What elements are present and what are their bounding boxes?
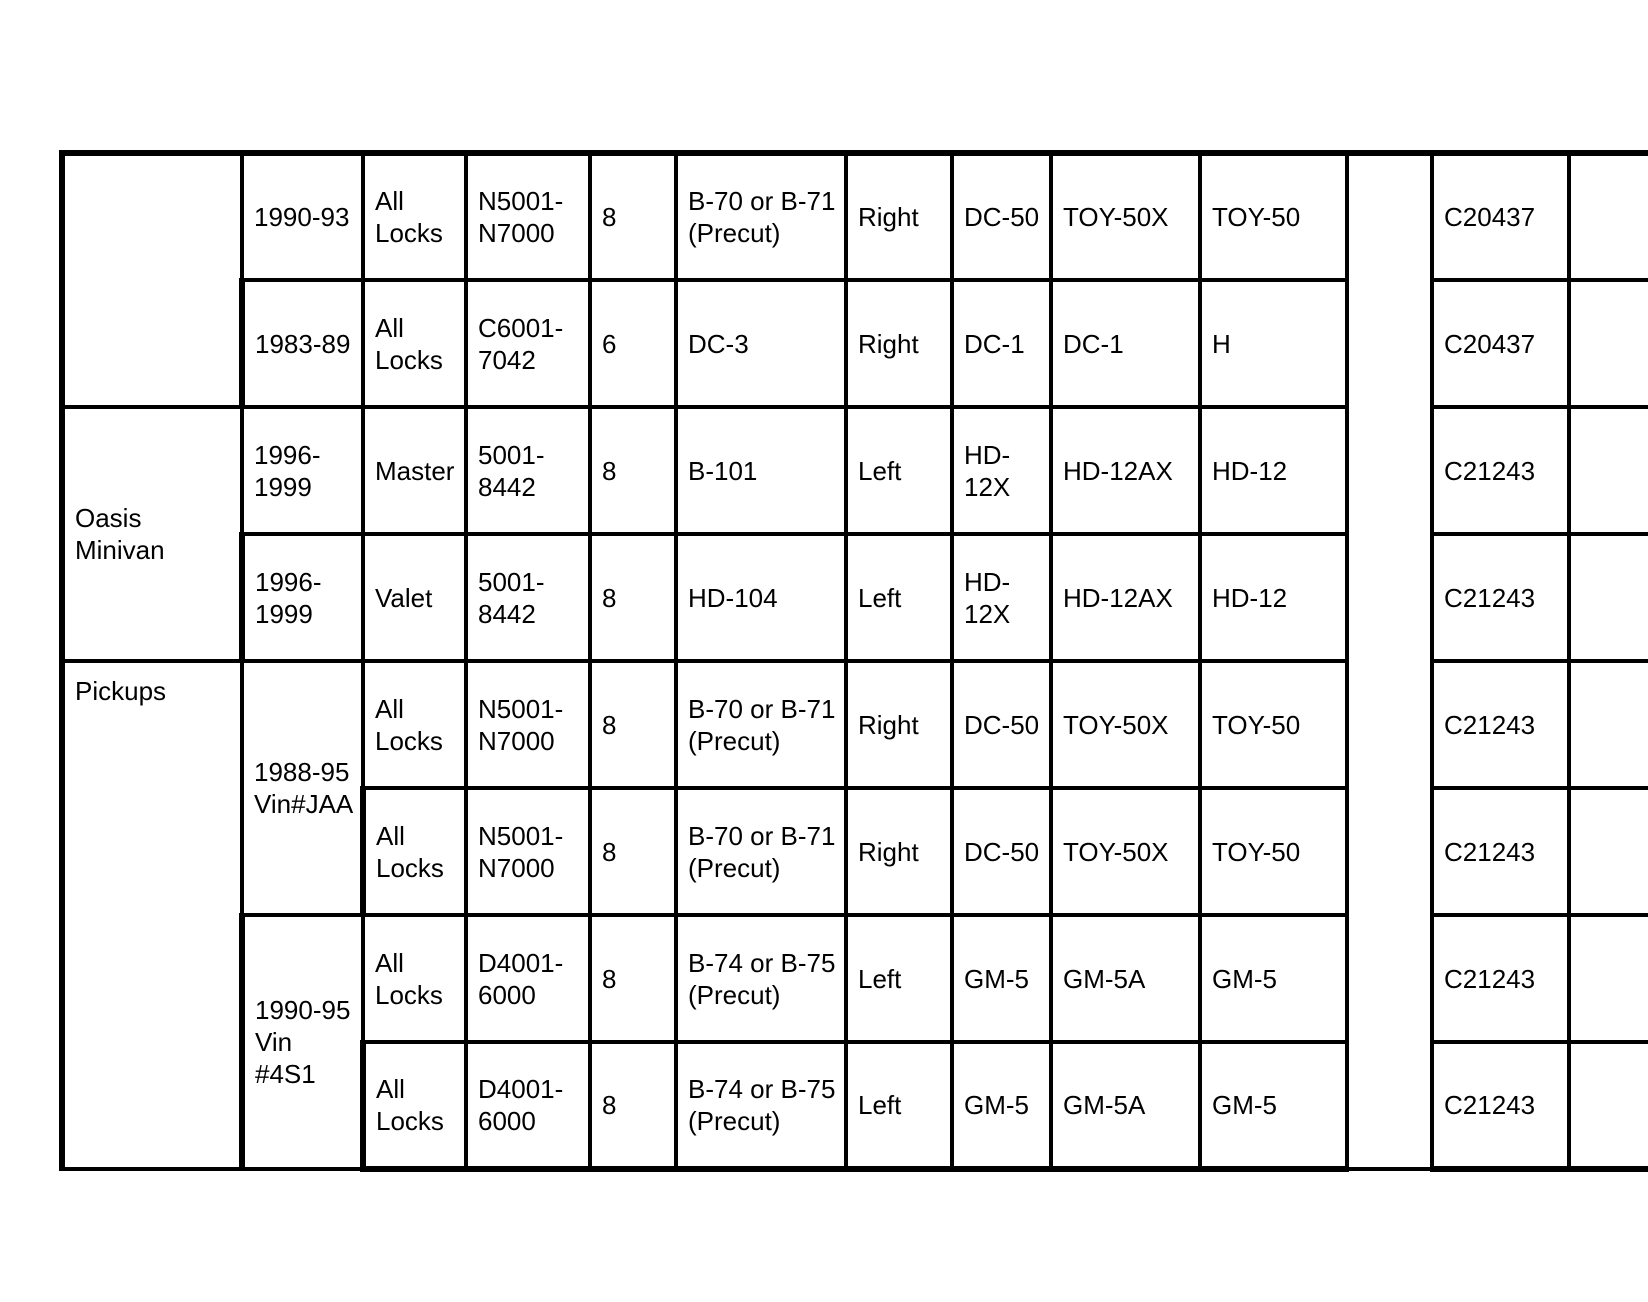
key-blank-cell: B-74 or B-75 (Precut): [676, 1042, 846, 1169]
series-cell: 5001- 8442: [466, 534, 590, 661]
locks-cell: All Locks: [363, 153, 466, 280]
locks-cell: All Locks: [363, 788, 466, 915]
series-cell: N5001- N7000: [466, 788, 590, 915]
cutoff-cell: [1569, 915, 1648, 1042]
key-table-container: [59, 150, 1648, 1235]
cutoff-cell: [1569, 534, 1648, 661]
cuts-cell: 8: [590, 1042, 676, 1169]
series-cell: C6001- 7042: [466, 280, 590, 407]
code-b-cell: TOY-50X: [1051, 788, 1200, 915]
locks-cell: All Locks: [363, 280, 466, 407]
code-b-cell: HD-12AX: [1051, 534, 1200, 661]
code-b-cell: HD-12AX: [1051, 407, 1200, 534]
part-number-cell: C21243: [1432, 661, 1569, 788]
part-number-cell: C21243: [1432, 1042, 1569, 1169]
code-c-cell: GM-5: [1200, 915, 1347, 1042]
cutoff-cell: [1569, 661, 1648, 788]
code-c-cell: TOY-50: [1200, 661, 1347, 788]
model-cell: [62, 153, 242, 407]
direction-cell: Left: [846, 915, 952, 1042]
part-number-cell: C21243: [1432, 788, 1569, 915]
locks-cell: Valet: [363, 534, 466, 661]
cuts-cell: 8: [590, 661, 676, 788]
locks-cell: Master: [363, 407, 466, 534]
key-blank-cell: B-70 or B-71 (Precut): [676, 661, 846, 788]
cutoff-cell: [1569, 1042, 1648, 1169]
code-a-cell: GM-5: [952, 1042, 1051, 1169]
cuts-cell: 8: [590, 915, 676, 1042]
model-cell: Oasis Minivan: [62, 407, 242, 661]
code-c-cell: HD-12: [1200, 407, 1347, 534]
code-a-cell: DC-1: [952, 280, 1051, 407]
key-code-table: [59, 150, 1648, 1172]
code-b-cell: GM-5A: [1051, 1042, 1200, 1169]
key-blank-cell: B-70 or B-71 (Precut): [676, 153, 846, 280]
key-blank-cell: B-101: [676, 407, 846, 534]
part-number-cell: C21243: [1432, 407, 1569, 534]
cuts-cell: 6: [590, 280, 676, 407]
code-a-cell: HD- 12X: [952, 534, 1051, 661]
series-cell: D4001- 6000: [466, 915, 590, 1042]
cuts-cell: 8: [590, 534, 676, 661]
locks-cell: All Locks: [363, 915, 466, 1042]
direction-cell: Left: [846, 534, 952, 661]
direction-cell: Left: [846, 407, 952, 534]
cutoff-cell: [1569, 280, 1648, 407]
code-a-cell: HD- 12X: [952, 407, 1051, 534]
code-a-cell: DC-50: [952, 661, 1051, 788]
code-c-cell: TOY-50: [1200, 788, 1347, 915]
key-blank-cell: DC-3: [676, 280, 846, 407]
locks-cell: All Locks: [363, 1042, 466, 1169]
series-cell: D4001- 6000: [466, 1042, 590, 1169]
code-a-cell: DC-50: [952, 153, 1051, 280]
year-cell: 1990-93: [242, 153, 363, 280]
cuts-cell: 8: [590, 788, 676, 915]
key-blank-cell: B-70 or B-71 (Precut): [676, 788, 846, 915]
code-c-cell: GM-5: [1200, 1042, 1347, 1169]
year-cell: 1983-89: [242, 280, 363, 407]
year-cell: 1988-95 Vin#JAA: [242, 661, 363, 915]
series-cell: N5001- N7000: [466, 153, 590, 280]
direction-cell: Right: [846, 661, 952, 788]
year-cell: 1996- 1999: [242, 407, 363, 534]
part-number-cell: C20437: [1432, 153, 1569, 280]
code-b-cell: GM-5A: [1051, 915, 1200, 1042]
cuts-cell: 8: [590, 153, 676, 280]
code-a-cell: GM-5: [952, 915, 1051, 1042]
code-a-cell: DC-50: [952, 788, 1051, 915]
locks-cell: All Locks: [363, 661, 466, 788]
part-number-cell: C21243: [1432, 915, 1569, 1042]
key-blank-cell: HD-104: [676, 534, 846, 661]
series-cell: N5001- N7000: [466, 661, 590, 788]
cuts-cell: 8: [590, 407, 676, 534]
code-c-cell: HD-12: [1200, 534, 1347, 661]
key-blank-cell: B-74 or B-75 (Precut): [676, 915, 846, 1042]
code-b-cell: TOY-50X: [1051, 661, 1200, 788]
cutoff-cell: [1569, 788, 1648, 915]
code-b-cell: TOY-50X: [1051, 153, 1200, 280]
code-c-cell: H: [1200, 280, 1347, 407]
cutoff-cell: [1569, 407, 1648, 534]
direction-cell: Right: [846, 280, 952, 407]
empty-column-cell: [1347, 153, 1432, 1169]
series-cell: 5001- 8442: [466, 407, 590, 534]
cutoff-cell: [1569, 153, 1648, 280]
code-c-cell: TOY-50: [1200, 153, 1347, 280]
table-row: [62, 153, 1648, 280]
year-cell: 1996- 1999: [242, 534, 363, 661]
model-cell: Pickups: [62, 661, 242, 1169]
part-number-cell: C20437: [1432, 280, 1569, 407]
part-number-cell: C21243: [1432, 534, 1569, 661]
direction-cell: Left: [846, 1042, 952, 1169]
direction-cell: Right: [846, 788, 952, 915]
year-cell: 1990-95 Vin #4S1: [242, 915, 363, 1169]
direction-cell: Right: [846, 153, 952, 280]
code-b-cell: DC-1: [1051, 280, 1200, 407]
